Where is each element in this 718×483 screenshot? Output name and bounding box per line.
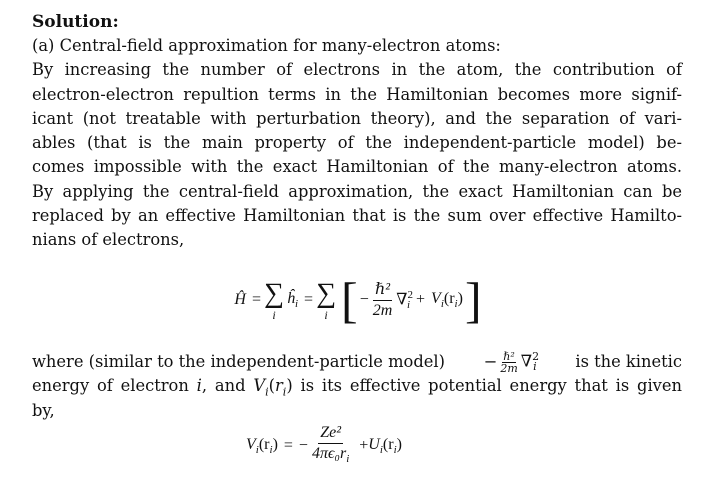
paragraph-1 xyxy=(32,58,682,252)
u-term: $U_i(r_i)$ xyxy=(368,436,402,457)
minus-sign: − xyxy=(359,291,369,308)
single-electron-hamiltonian: $ĥ_i$ xyxy=(286,289,299,311)
paragraph-1-line: electron-electron repultion terms in the Hamiltonian becomes more signif- xyxy=(32,84,682,104)
fraction-numerator: ℏ² xyxy=(373,280,392,301)
paragraph-2 xyxy=(32,350,682,423)
sum-operator: ∑ i xyxy=(316,278,337,322)
paragraph-2-line-2: energy of electron i, and $V_i(r_i)$ is its effective potential energy that is given xyxy=(32,376,682,399)
paragraph-1-line: nians of electrons, xyxy=(32,230,185,250)
paragraph-1-line: replaced by an effective Hamiltonian that is the sum over effective Hamilto- xyxy=(32,206,682,226)
laplacian: ∇$^2_i$ xyxy=(396,288,413,312)
left-bracket: [ xyxy=(341,272,358,328)
potential-equation xyxy=(0,423,718,469)
minus-sign: − xyxy=(298,437,308,455)
hamiltonian-symbol: Ĥ xyxy=(234,291,246,308)
paragraph-1-line: ables (that is the main property of the independent-particle model) be- xyxy=(32,133,682,153)
solution-heading: Solution: xyxy=(32,12,119,32)
plus-sign: + xyxy=(416,291,426,308)
part-a-title: (a) Central-field approximation for many-electron atoms: xyxy=(32,36,501,55)
plus-sign: + xyxy=(359,437,369,455)
potential-term: $V_i(r_i)$ xyxy=(431,289,463,311)
potential-lhs: $V_i(r_i)$ xyxy=(246,436,278,457)
kinetic-fraction xyxy=(371,280,395,321)
paragraph-1-line: comes impossible with the exact Hamiltonian of the many-electron atoms. xyxy=(32,157,682,177)
equals-sign: = xyxy=(304,291,314,308)
right-bracket: ] xyxy=(464,272,482,328)
paragraph-2-line-3: by, xyxy=(32,400,55,420)
sum-index: i xyxy=(324,308,328,322)
coulomb-fraction xyxy=(310,423,351,469)
equals-sign: = xyxy=(283,437,293,455)
hamiltonian-equation xyxy=(0,272,718,328)
sum-operator: ∑ i xyxy=(264,278,284,322)
paragraph-1-line: icant (not treatable with perturbation theory), and the separation of vari- xyxy=(32,108,682,128)
equals-sign: = xyxy=(251,291,261,308)
sum-index: i xyxy=(272,308,276,322)
solution-page xyxy=(32,10,682,253)
fraction-denominator: 2m xyxy=(372,301,393,319)
paragraph-1-line: By applying the central-field approximation, the exact Hamiltonian can be xyxy=(32,181,682,201)
paragraph-2-line-1: where (similar to the independent-particle model) − $\frac{\text{ℏ²}}{2m}$ ∇$^2_i$ is the kinetic xyxy=(32,349,682,375)
paragraph-1-line: By increasing the number of electrons in the atom, the contribution of xyxy=(32,60,682,80)
fraction-denominator: $4\pi\epsilon_0r_i$ xyxy=(311,445,350,466)
fraction-numerator: Ze² xyxy=(318,423,343,444)
